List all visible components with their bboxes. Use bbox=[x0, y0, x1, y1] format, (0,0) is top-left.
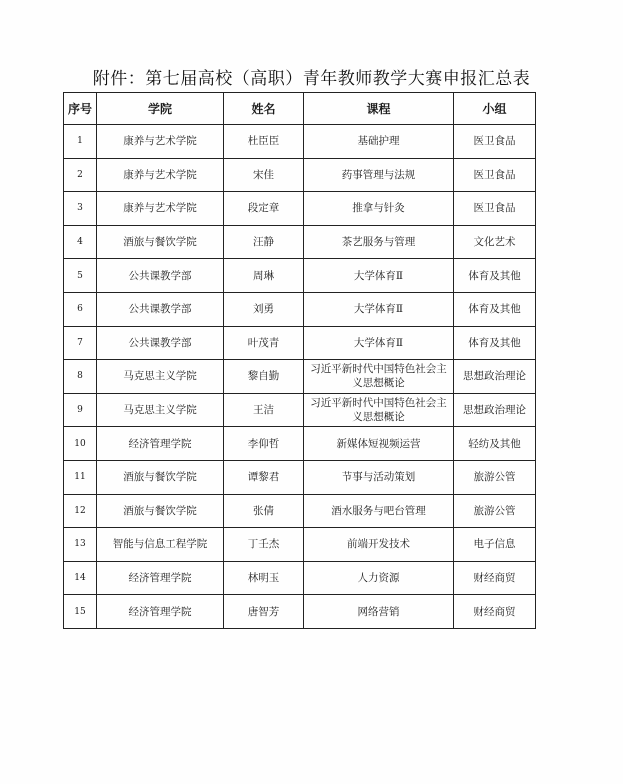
course-cell: 前端开发技术 bbox=[304, 528, 454, 562]
course-cell: 习近平新时代中国特色社会主义思想概论 bbox=[304, 360, 454, 394]
teacher-name-cell: 刘勇 bbox=[224, 292, 304, 326]
course-cell: 新媒体短视频运营 bbox=[304, 427, 454, 461]
college-cell: 公共课教学部 bbox=[97, 326, 224, 360]
group-cell: 财经商贸 bbox=[454, 561, 536, 595]
college-cell: 康养与艺术学院 bbox=[97, 125, 224, 159]
row-number: 11 bbox=[64, 460, 97, 494]
teacher-name-cell: 林明玉 bbox=[224, 561, 304, 595]
group-cell: 电子信息 bbox=[454, 528, 536, 562]
teacher-name-cell: 叶茂青 bbox=[224, 326, 304, 360]
college-cell: 酒旅与餐饮学院 bbox=[97, 494, 224, 528]
header-course: 课程 bbox=[304, 93, 454, 125]
group-cell: 思想政治理论 bbox=[454, 393, 536, 427]
header-no: 序号 bbox=[64, 93, 97, 125]
course-cell: 大学体育Ⅱ bbox=[304, 292, 454, 326]
college-cell: 酒旅与餐饮学院 bbox=[97, 225, 224, 259]
table-row bbox=[64, 259, 536, 293]
college-cell: 康养与艺术学院 bbox=[97, 158, 224, 192]
course-cell: 酒水服务与吧台管理 bbox=[304, 494, 454, 528]
group-cell: 财经商贸 bbox=[454, 595, 536, 629]
college-cell: 经济管理学院 bbox=[97, 595, 224, 629]
group-cell: 体育及其他 bbox=[454, 259, 536, 293]
table-row bbox=[64, 528, 536, 562]
row-number: 4 bbox=[64, 225, 97, 259]
header-name: 姓名 bbox=[224, 93, 304, 125]
header-college: 学院 bbox=[97, 93, 224, 125]
row-number: 5 bbox=[64, 259, 97, 293]
group-cell: 思想政治理论 bbox=[454, 360, 536, 394]
college-cell: 马克思主义学院 bbox=[97, 393, 224, 427]
college-cell: 马克思主义学院 bbox=[97, 360, 224, 394]
table-row bbox=[64, 125, 536, 159]
row-number: 2 bbox=[64, 158, 97, 192]
course-cell: 习近平新时代中国特色社会主义思想概论 bbox=[304, 393, 454, 427]
table-row bbox=[64, 561, 536, 595]
row-number: 7 bbox=[64, 326, 97, 360]
course-cell: 人力资源 bbox=[304, 561, 454, 595]
group-cell: 旅游公管 bbox=[454, 460, 536, 494]
teacher-name-cell: 黎自勤 bbox=[224, 360, 304, 394]
college-cell: 公共课教学部 bbox=[97, 259, 224, 293]
course-cell: 网络营销 bbox=[304, 595, 454, 629]
table-row bbox=[64, 292, 536, 326]
teacher-name-cell: 宋佳 bbox=[224, 158, 304, 192]
table-header-row bbox=[64, 93, 536, 125]
group-cell: 轻纺及其他 bbox=[454, 427, 536, 461]
header-group: 小组 bbox=[454, 93, 536, 125]
table-body bbox=[64, 125, 536, 629]
course-cell: 节事与活动策划 bbox=[304, 460, 454, 494]
teacher-name-cell: 汪静 bbox=[224, 225, 304, 259]
table-row bbox=[64, 494, 536, 528]
table-row bbox=[64, 393, 536, 427]
document-title: 附件：第七届高校（高职）青年教师教学大赛申报汇总表 bbox=[92, 69, 531, 89]
row-number: 15 bbox=[64, 595, 97, 629]
row-number: 12 bbox=[64, 494, 97, 528]
row-number: 6 bbox=[64, 292, 97, 326]
row-number: 8 bbox=[64, 360, 97, 394]
row-number: 1 bbox=[64, 125, 97, 159]
teacher-name-cell: 唐智芳 bbox=[224, 595, 304, 629]
row-number: 14 bbox=[64, 561, 97, 595]
teacher-name-cell: 段定章 bbox=[224, 192, 304, 226]
table-row bbox=[64, 427, 536, 461]
group-cell: 旅游公管 bbox=[454, 494, 536, 528]
table-row bbox=[64, 225, 536, 259]
table-row bbox=[64, 326, 536, 360]
table-row bbox=[64, 158, 536, 192]
course-cell: 大学体育Ⅱ bbox=[304, 326, 454, 360]
course-cell: 茶艺服务与管理 bbox=[304, 225, 454, 259]
group-cell: 文化艺术 bbox=[454, 225, 536, 259]
college-cell: 智能与信息工程学院 bbox=[97, 528, 224, 562]
row-number: 10 bbox=[64, 427, 97, 461]
teacher-name-cell: 杜臣臣 bbox=[224, 125, 304, 159]
college-cell: 公共课教学部 bbox=[97, 292, 224, 326]
college-cell: 经济管理学院 bbox=[97, 427, 224, 461]
teacher-name-cell: 谭黎君 bbox=[224, 460, 304, 494]
group-cell: 体育及其他 bbox=[454, 326, 536, 360]
table-row bbox=[64, 460, 536, 494]
group-cell: 医卫食品 bbox=[454, 192, 536, 226]
table-row bbox=[64, 595, 536, 629]
group-cell: 医卫食品 bbox=[454, 125, 536, 159]
teacher-name-cell: 丁壬杰 bbox=[224, 528, 304, 562]
college-cell: 酒旅与餐饮学院 bbox=[97, 460, 224, 494]
table-row bbox=[64, 360, 536, 394]
teacher-name-cell: 周琳 bbox=[224, 259, 304, 293]
course-cell: 基础护理 bbox=[304, 125, 454, 159]
row-number: 13 bbox=[64, 528, 97, 562]
teacher-name-cell: 王洁 bbox=[224, 393, 304, 427]
row-number: 3 bbox=[64, 192, 97, 226]
group-cell: 体育及其他 bbox=[454, 292, 536, 326]
college-cell: 康养与艺术学院 bbox=[97, 192, 224, 226]
row-number: 9 bbox=[64, 393, 97, 427]
course-cell: 大学体育Ⅱ bbox=[304, 259, 454, 293]
teacher-name-cell: 李仰哲 bbox=[224, 427, 304, 461]
college-cell: 经济管理学院 bbox=[97, 561, 224, 595]
course-cell: 药事管理与法规 bbox=[304, 158, 454, 192]
group-cell: 医卫食品 bbox=[454, 158, 536, 192]
summary-table bbox=[63, 92, 536, 629]
teacher-name-cell: 张倩 bbox=[224, 494, 304, 528]
course-cell: 推拿与针灸 bbox=[304, 192, 454, 226]
table-row bbox=[64, 192, 536, 226]
